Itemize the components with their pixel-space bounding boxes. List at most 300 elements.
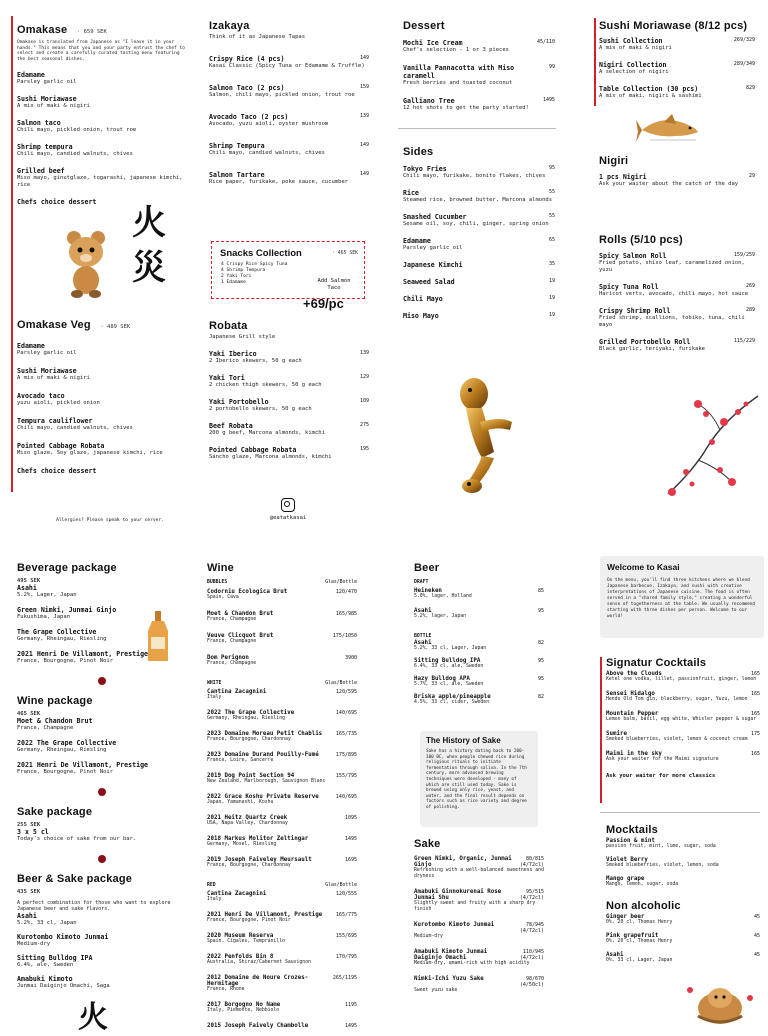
menu-item-name: Green Nimki, Junmai Ginjo xyxy=(17,606,117,614)
menu-item-row xyxy=(209,84,369,92)
menu-item-description: 2 Iberico skewers, 50 g each xyxy=(209,358,302,364)
instagram-icon[interactable] xyxy=(281,498,295,512)
menu-item xyxy=(414,976,544,994)
menu-item-price xyxy=(336,611,357,617)
menu-item-name: Kurotombo Kimoto Junmai xyxy=(414,922,495,928)
menu-item-name: 2021 Heitz Quartz Creek xyxy=(207,815,288,821)
menu-item-name: 2019 Joseph Faiveley Meursault xyxy=(207,857,312,863)
menu-item-price xyxy=(336,589,357,595)
menu-item-name: Asahi xyxy=(17,584,37,592)
non-alcoholic-title: Non alcoholic xyxy=(606,900,681,912)
menu-item-description: 5.2%, 33 cl, Lager, Japan xyxy=(414,646,487,651)
menu-item-description: Spain, Cigales, Tempranillo xyxy=(207,939,285,944)
menu-item-name: Amabuki Kimoto Junmai Daiginjo Omachi xyxy=(414,949,488,961)
omakase-price: · 659 SEK xyxy=(76,29,107,35)
menu-item-name: The Grape Collective xyxy=(17,628,97,636)
menu-item-description: Sancho glaze, Marcona almonds, kimchi xyxy=(209,454,332,460)
menu-item-description: A mix of maki & nigiri xyxy=(17,103,90,110)
menu-item-description: Miso mayo, ginutglaze, togarashi, japanese kimchi, rice xyxy=(17,175,183,189)
menu-item-row xyxy=(209,55,369,63)
price-value: 140/695 xyxy=(335,710,357,716)
price-value: 289 xyxy=(745,307,755,313)
menu-item-name: Sensei Hidalgo xyxy=(606,691,655,697)
menu-item xyxy=(209,142,369,157)
nigiri-list xyxy=(599,173,755,188)
price-value: 3900 xyxy=(344,655,357,661)
menu-item-price xyxy=(549,64,555,80)
price-value: 55 xyxy=(548,213,555,219)
menu-item xyxy=(599,338,755,353)
nigiri-title: Nigiri xyxy=(599,155,629,167)
menu-item-row xyxy=(414,976,544,988)
koi-fish-illustration xyxy=(636,110,700,146)
menu-item-description: Medium-dry xyxy=(414,934,443,939)
price-value: 165 xyxy=(750,671,760,677)
menu-item-price xyxy=(360,374,369,382)
menu-item-price xyxy=(549,295,555,303)
omakase-veg-price: · 489 SEK xyxy=(100,324,131,330)
menu-item-row xyxy=(209,398,369,406)
menu-item xyxy=(209,350,369,365)
menu-item xyxy=(209,84,369,99)
menu-item-row xyxy=(17,143,189,151)
menu-item-name: Crispy Shrimp Roll xyxy=(599,307,671,315)
menu-item-row xyxy=(209,374,369,382)
menu-item-description: France, Champagne xyxy=(207,617,257,622)
menu-item-description: Ketel one vodka, lillet, passionfruit, ginger, lemon xyxy=(606,677,757,682)
menu-item-row xyxy=(17,761,187,769)
menu-item xyxy=(599,307,755,329)
omakase-title: Omakase xyxy=(17,24,68,36)
snacks-price: · 465 SEK xyxy=(332,251,358,256)
menu-item-name: 2019 Dog Point Section 94 xyxy=(207,773,295,779)
menu-item-price xyxy=(333,633,357,639)
price-value: 98/670 xyxy=(525,976,544,982)
menu-item-description: France, Bourgogne, Pinot Noir xyxy=(17,769,114,775)
menu-item-price xyxy=(549,312,555,320)
menu-item-name: Asahi xyxy=(17,911,37,920)
price-note: (4/72cl) xyxy=(519,862,544,868)
mocktails-title: Mocktails xyxy=(606,824,658,836)
menu-item-name: Seaweed Salad xyxy=(403,278,455,286)
menu-item-description: Avocado, yuzu aioli, oyster mushroom xyxy=(209,121,329,127)
beer-sake-package-title: Beer & Sake package xyxy=(17,873,133,885)
menu-item-price xyxy=(360,398,369,406)
menu-item-description: 0%, 33 cl, Lager, Japan xyxy=(606,958,673,963)
menu-item-name: Tempura cauliflower xyxy=(17,417,93,425)
kanji-fire: 火 xyxy=(132,203,166,243)
snack-item: 2 Yaki Tori xyxy=(221,274,252,279)
sake-bottle-illustration xyxy=(146,611,170,663)
price-value: 1495 xyxy=(344,836,357,842)
price-value: 19 xyxy=(548,295,555,301)
menu-item-name: Mango grape xyxy=(606,876,645,882)
menu-item-description: Fukushima, Japan xyxy=(17,614,70,620)
price-value: 165 xyxy=(750,751,760,757)
menu-item-name: 2022 Penfolds Bin 8 xyxy=(207,954,274,960)
rolls-section xyxy=(599,234,755,384)
menu-item-row xyxy=(209,446,369,454)
menu-item-name: Avocado taco xyxy=(17,392,65,400)
menu-item-price xyxy=(520,889,544,901)
menu-item-row xyxy=(599,37,755,45)
welcome-text: On the menu, you'll find three kitchens where we blend Japanese barbecue, Izakaya, and sushi with creative interpretations of Japanese cuisine. The food is often served in a "shared family style," creating a wonderful sense of togetherness at the table. We usually recommend starting with three dishes per person. Welcome to our world! xyxy=(607,578,756,619)
menu-item-description: Medium-dry, umami-rich with high acidity xyxy=(414,961,530,966)
menu-item-name: Yaki Iberico xyxy=(209,350,257,358)
price-value: 165/775 xyxy=(335,912,357,918)
menu-item-price xyxy=(345,836,357,842)
menu-item-row xyxy=(403,213,555,221)
price-value: 95/515 xyxy=(525,889,544,895)
menu-item-name: 2021 Henri De Villamont, Prestige xyxy=(17,650,149,658)
menu-item-description: Sweet yuzu sake xyxy=(414,988,458,993)
non-alcoholic-list xyxy=(606,914,760,964)
menu-item-description: Sesame oil, soy, chili, ginger, spring onion xyxy=(403,221,549,227)
menu-item-description: France, Rhone xyxy=(207,987,245,992)
menu-item-price xyxy=(538,608,544,614)
price-value: 170/795 xyxy=(335,954,357,960)
menu-item-description: Italy, Piemonte, Nebbiolo xyxy=(207,1008,280,1013)
menu-item-name: Miso Mayo xyxy=(403,312,439,320)
menu-item xyxy=(209,55,369,70)
price-value: 165 xyxy=(750,711,760,717)
menu-item xyxy=(17,119,189,134)
menu-item-price xyxy=(549,165,555,173)
menu-item-name: Table Collection (30 pcs) xyxy=(599,85,699,93)
menu-item-row xyxy=(17,828,187,836)
price-value: 45 xyxy=(753,952,760,958)
menu-item-name: Mountain Pepper xyxy=(606,711,659,717)
sake-list xyxy=(414,856,544,994)
menu-item-description: 4.5%, 33 cl, cider, Sweden xyxy=(414,700,490,705)
menu-item xyxy=(599,85,755,100)
menu-item-price xyxy=(538,588,544,594)
menu-item xyxy=(403,64,555,87)
snacks-title: Snacks Collection xyxy=(220,248,302,259)
beer-sake-package-price: 435 SEK xyxy=(17,889,41,895)
menu-item xyxy=(17,975,187,990)
menu-item-name: Ginger beer xyxy=(606,914,645,920)
menu-item-name: Briska apple/pineapple xyxy=(414,694,491,700)
menu-item xyxy=(209,171,369,186)
wine-section xyxy=(207,562,357,1029)
snacks-addon: Add Salmon Taco xyxy=(317,278,351,291)
menu-item xyxy=(403,261,555,269)
menu-item-description: Germany, Rheingau, Riesling xyxy=(17,747,107,753)
menu-item-name: Asahi xyxy=(606,952,624,958)
instagram-handle[interactable]: @eatatkasai xyxy=(269,515,307,521)
menu-item-price xyxy=(746,283,755,291)
menu-item-description: Medium-dry xyxy=(17,940,51,947)
menu-item-description: Ask your waiter for the Maimi signature xyxy=(606,757,719,762)
menu-item xyxy=(207,655,357,667)
menu-item-row xyxy=(403,165,555,173)
robata-list xyxy=(209,350,369,461)
menu-item-name: Moet & Chandon Brut xyxy=(17,717,93,725)
rolls-list xyxy=(599,252,755,353)
menu-item-row xyxy=(17,119,189,127)
menu-item-row xyxy=(17,167,189,175)
price-value: 82 xyxy=(537,694,544,700)
price-value: 165/985 xyxy=(335,611,357,617)
price-value: 175/1050 xyxy=(332,633,357,639)
cocktails-title: Signatur Cocktails xyxy=(606,657,707,669)
price-value: 175 xyxy=(750,731,760,737)
menu-item-description: Fried potato, shiso leaf, caramelized onion, yuzu xyxy=(599,260,745,273)
menu-item xyxy=(606,952,760,964)
menu-item-name: Crispy Rice (4 pcs) xyxy=(209,55,285,63)
price-value: 35 xyxy=(548,261,555,267)
price-value: 110/945 xyxy=(522,949,544,955)
mocktails-list xyxy=(606,838,760,888)
menu-item xyxy=(207,794,357,806)
menu-item-name: Passion & mint xyxy=(606,838,655,844)
menu-item-row xyxy=(17,954,187,962)
menu-item-description: Parsley garlic oil xyxy=(17,350,77,356)
menu-item-price xyxy=(549,237,555,245)
menu-item-description: 0%, 20 cl, Thomas Henry xyxy=(606,939,673,944)
price-value: 289/349 xyxy=(733,61,755,67)
menu-item-row xyxy=(17,717,187,725)
menu-item-row xyxy=(599,307,755,315)
menu-item-description: Rice paper, furikake, poke sauce, cucumber xyxy=(209,179,349,185)
menu-item-description: France, Bourgogne, Pinot Noir xyxy=(17,658,114,664)
price-value: 1495 xyxy=(344,1023,357,1029)
menu-item xyxy=(207,836,357,848)
menu-item-row xyxy=(599,252,755,260)
menu-item-description: 12 hot shots to get the party started! xyxy=(403,105,529,111)
price-value: 95 xyxy=(537,608,544,614)
menu-item-description: 2 chicken thigh skewers, 50 g each xyxy=(209,382,322,388)
price-value: 1695 xyxy=(344,857,357,863)
sake-history-box xyxy=(420,731,538,827)
menu-item xyxy=(403,39,555,54)
menu-item xyxy=(207,975,357,993)
menu-item-row xyxy=(207,975,357,987)
divider-dot xyxy=(98,788,106,796)
menu-item xyxy=(599,61,755,76)
price-value: 120/595 xyxy=(335,689,357,695)
price-value: 1495 xyxy=(542,97,555,103)
menu-item-name: Veuve Clicquot Brut xyxy=(207,633,274,639)
price-value: 80/815 xyxy=(525,856,544,862)
menu-item-name: 2023 Domaine Moreau Petit Chablis xyxy=(207,731,323,737)
price-value: 165 xyxy=(750,691,760,697)
cocktails-section xyxy=(606,657,760,807)
menu-item xyxy=(207,710,357,722)
menu-item-description: Mango, lemon, sugar, soda xyxy=(606,882,679,887)
menu-item xyxy=(403,189,555,204)
menu-item-row xyxy=(599,283,755,291)
menu-item-name: Salmon Taco (2 pcs) xyxy=(209,84,285,92)
menu-item-name: Sitting Bulldog IPA xyxy=(414,658,481,664)
menu-item-name: Asahi xyxy=(414,608,432,614)
menu-item xyxy=(17,342,189,357)
price-value: 99 xyxy=(548,64,555,70)
menu-item xyxy=(606,933,760,945)
accent-bar xyxy=(600,657,602,803)
menu-item xyxy=(207,1023,357,1029)
menu-item xyxy=(606,857,760,869)
price-value: 139 xyxy=(359,350,369,356)
price-value: 109 xyxy=(359,398,369,404)
sake-package-list xyxy=(17,828,187,843)
menu-item-price xyxy=(538,658,544,664)
menu-item xyxy=(209,422,369,437)
menu-item-row xyxy=(403,64,555,80)
cherry-blossom-illustration xyxy=(628,390,760,510)
sides-title: Sides xyxy=(403,146,434,158)
menu-item-name: Galliano Tree xyxy=(403,97,455,105)
menu-item-name: Edamame xyxy=(17,71,45,80)
menu-item-name: 2015 Joseph Faively Chambolle xyxy=(207,1023,309,1029)
price-note: (4/72cl) xyxy=(519,955,544,961)
menu-item-description: 6.4%, 33 cl, ale, Sweden xyxy=(414,664,484,669)
menu-item xyxy=(209,398,369,413)
menu-item-name: Avocado Taco (2 pcs) xyxy=(209,113,289,121)
menu-item-description: Ask your waiter about the catch of the day xyxy=(599,181,739,187)
menu-item-row xyxy=(599,61,755,69)
wine-title: Wine xyxy=(207,562,234,574)
glass-bottle-label: Glas/Bottle xyxy=(325,883,357,888)
menu-item-name: 2020 Museum Reserva xyxy=(207,933,274,939)
menu-item-price xyxy=(549,261,555,269)
menu-item-description: France, Champagne xyxy=(207,661,257,666)
menu-item-name: Smashed Cucumber xyxy=(403,213,467,221)
omakase-veg-list xyxy=(17,342,189,475)
izakaya-subtitle: Think of it as Japanese Tapas xyxy=(209,34,306,40)
menu-item xyxy=(606,914,760,926)
omakase-list xyxy=(17,71,189,206)
menu-item-description: A mix of maki, nigiri & sashimi xyxy=(599,93,702,99)
price-value: 19 xyxy=(548,278,555,284)
menu-item-name: Shrimp tempura xyxy=(17,143,73,152)
draft-list xyxy=(414,588,544,620)
bubbles-list xyxy=(207,589,357,667)
menu-item-price xyxy=(336,933,357,939)
price-value: 65 xyxy=(548,237,555,243)
menu-item-row xyxy=(403,39,555,47)
menu-item-price xyxy=(336,773,357,779)
menu-item xyxy=(17,95,189,110)
menu-item-description: Steamed rice, browned butter, Marcona almonds xyxy=(403,197,553,203)
divider xyxy=(600,812,760,813)
menu-item-price xyxy=(336,689,357,695)
omakase-intro: Omakase is translated from Japanese as "I leave it in your hands." This means that you and your party entrust the chef to select and create a carefully curated tasting menu featuring the best seasonal dishes. xyxy=(17,40,185,62)
menu-item xyxy=(606,671,760,683)
menu-item-description: Chili mayo, candied walnuts, chives xyxy=(209,150,325,156)
menu-item xyxy=(207,891,357,903)
golden-figure-illustration xyxy=(680,968,760,1024)
menu-item-name: Pink grapefruit xyxy=(606,933,659,939)
draft-heading: DRAFT xyxy=(414,580,429,585)
menu-item-description: Fresh berries and toasted coconut xyxy=(403,80,513,86)
menu-item-row xyxy=(414,949,544,961)
white-heading: WHITE xyxy=(207,681,222,686)
menu-item-description: Japan, Yamanashi, Koshu xyxy=(207,800,274,805)
menu-item-name: Hazy Bulldog APA xyxy=(414,676,470,682)
menu-item-name: 2017 Borgogno No Name xyxy=(207,1002,281,1008)
menu-item-name: Sitting Bulldog IPA xyxy=(17,953,93,962)
menu-item xyxy=(599,173,755,188)
menu-item xyxy=(17,933,187,948)
menu-item-name: Cantina Zacagnini xyxy=(207,891,267,897)
menu-item-description: Chef's selection - 1 or 3 pieces xyxy=(403,47,509,53)
menu-item-price xyxy=(336,954,357,960)
nigiri-section xyxy=(599,155,755,195)
menu-item-price xyxy=(734,37,755,45)
menu-item-name: Salmon taco xyxy=(17,119,61,128)
menu-item-description: New Zealand, Marlborough, Sauvignon Blanc xyxy=(207,779,326,784)
menu-item xyxy=(207,857,357,869)
divider-dot xyxy=(98,677,106,685)
menu-item xyxy=(414,889,544,913)
menu-item-price xyxy=(734,61,755,69)
menu-item-price xyxy=(734,252,755,260)
dessert-list xyxy=(403,39,555,112)
menu-item-description: Hendo Old Tom gin, blackberry, sugar, Yuzu, lemon xyxy=(606,697,748,702)
menu-item-price xyxy=(345,857,357,863)
menu-item-description: Germany, Rheingau, Riesling xyxy=(17,636,107,642)
menu-item-name: Sushi Moriawase xyxy=(17,95,77,104)
menu-item xyxy=(207,815,357,827)
menu-item-row xyxy=(209,422,369,430)
menu-item-description: 5.7%, 33 cl, ale, Sweden xyxy=(414,682,484,687)
menu-item-name: Spicy Tuna Roll xyxy=(599,283,659,291)
menu-item-description: Spain, Cava xyxy=(207,595,239,600)
menu-item-description: passion fruit, mint, lime, sugar, soda xyxy=(606,844,716,849)
menu-item xyxy=(17,417,189,432)
menu-item-row xyxy=(414,922,544,934)
menu-item xyxy=(414,658,544,670)
izakaya-title: Izakaya xyxy=(209,20,250,32)
menu-item-row xyxy=(17,467,189,475)
menu-item xyxy=(414,588,544,600)
menu-item-price xyxy=(333,975,357,987)
price-value: 269/329 xyxy=(733,37,755,43)
menu-item-price xyxy=(520,949,544,961)
wine-package-list xyxy=(17,717,187,776)
divider-dot xyxy=(98,855,106,863)
menu-item-row xyxy=(403,312,555,320)
izakaya-list xyxy=(209,55,369,186)
price-value: 45 xyxy=(753,933,760,939)
menu-item-name: Kurotombo Kimoto Junmai xyxy=(17,932,109,941)
menu-item-description: Kasai Classic (Spicy Tuna or Edamame & Truffle) xyxy=(209,63,365,69)
snacks-box xyxy=(211,241,365,299)
menu-item-name: 2022 The Grape Collective xyxy=(17,739,117,747)
beer-sake-package-list xyxy=(17,912,187,990)
menu-item-name: Cantina Zacagnini xyxy=(207,689,267,695)
price-value: 159 xyxy=(359,84,369,90)
menu-item xyxy=(17,467,189,475)
menu-item-name: Maimi in the sky xyxy=(606,751,662,757)
menu-item-price xyxy=(549,213,555,221)
menu-item xyxy=(606,838,760,850)
menu-item-description: France, Loire, Sancerre xyxy=(207,758,274,763)
menu-item-row xyxy=(17,442,189,450)
omakase-veg-title: Omakase Veg xyxy=(17,319,91,331)
menu-item xyxy=(17,584,187,599)
price-note: (4/72cl) xyxy=(519,928,544,934)
menu-item-price xyxy=(751,751,760,757)
menu-item-description: yuzu aioli, pickled onion xyxy=(17,400,100,406)
menu-item xyxy=(207,611,357,623)
menu-item-price xyxy=(360,350,369,358)
menu-item xyxy=(17,167,189,189)
price-value: 78/945 xyxy=(525,922,544,928)
menu-item-description: USA, Napa Valley, Chardonnay xyxy=(207,821,288,826)
